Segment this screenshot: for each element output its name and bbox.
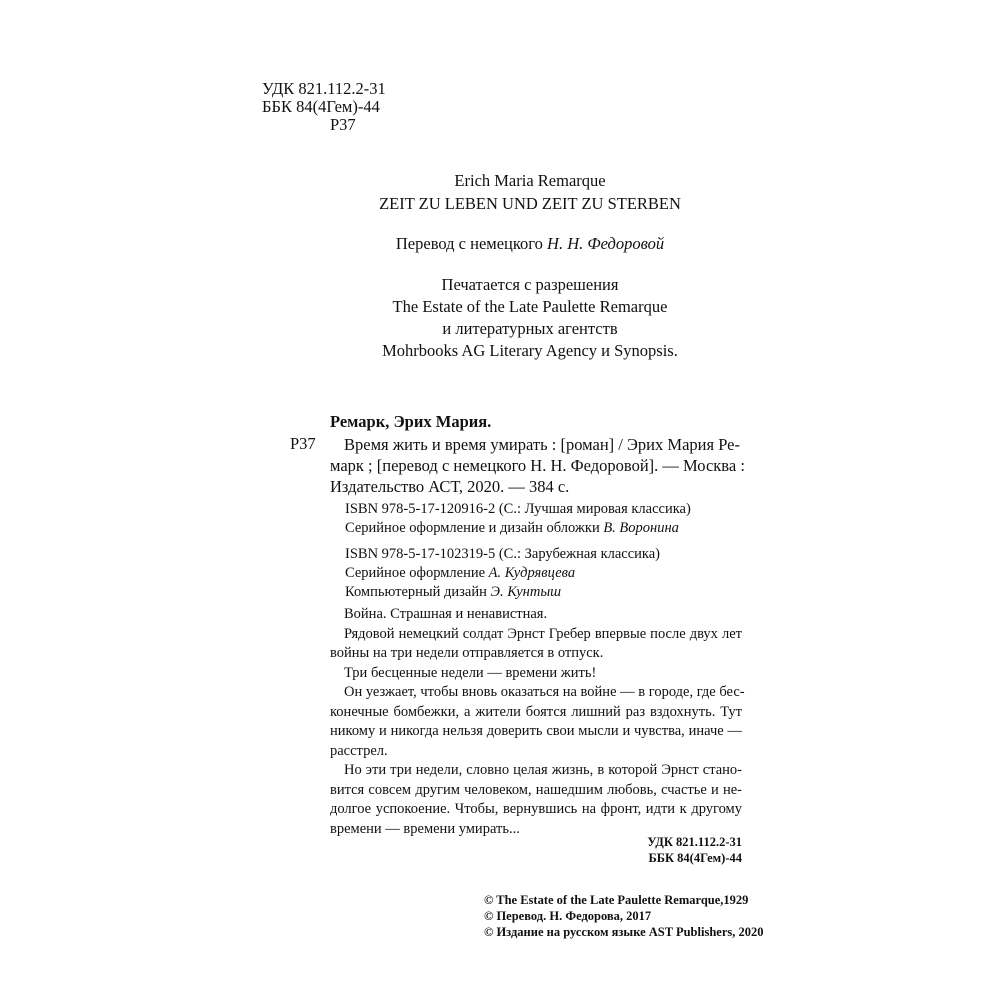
computer-design-label: Компьютерный дизайн [345,584,487,600]
bbk-code-bottom: ББК 84(4Гем)-44 [648,851,742,865]
series-designer-name: А. Кудрявцева [488,565,576,581]
classification-bottom [647,834,742,866]
copyright-line: © The Estate of the Late Paulette Remarque,1929 [484,893,749,907]
classification-block [262,80,386,134]
bibliography-record [330,434,745,497]
annotation-line: Но эти три недели, словно целая жизнь, в которой Эрнст стано- [344,762,742,778]
annotation-line: конечные бомбежки, а жители боятся лишний раз вздохнуть. Тут [330,703,742,720]
series-design-credit [345,564,660,583]
computer-design-credit [345,583,660,602]
bibliography-line: Время жить и время умирать : [роман] / Эрих Мария Ре- [344,435,740,454]
annotation-line: долгое успокоение. Чтобы, вернувшись на фронт, идти к другому [330,801,742,817]
permission-line: и литературных агентств [442,319,618,338]
annotation-line: вится совсем другим человеком, нашедшим любовь, счастье и не- [330,781,742,798]
annotation-line: никому и никогда нельзя доверить свои мысли и чувства, иначе — [330,723,742,739]
annotation [330,605,745,839]
permission-line: Печатается с разрешения [441,275,619,294]
translation-credit [300,233,760,255]
isbn-number: ISBN 978-5-17-120916-2 (С.: Лучшая мировая классика) [345,501,691,517]
bibliography-heading: Ремарк, Эрих Мария. [330,412,492,431]
designer-name: В. Воронина [603,520,679,536]
annotation-line: расстрел. [330,742,388,759]
bibliography-code: Р37 [290,434,316,453]
isbn-block-1 [345,500,691,538]
permission-notice [300,274,760,362]
annotation-line: Три бесценные недели — времени жить! [344,664,597,681]
annotation-line: войны на три недели отправляется в отпуск. [330,645,604,661]
copyright-line: © Перевод. Н. Федорова, 2017 [484,909,652,923]
udk-code-bottom: УДК 821.112.2-31 [647,835,742,849]
bibliography-line: марк ; [перевод с немецкого Н. Н. Федоровой]. — Москва : [330,456,745,475]
copyright-block [484,892,764,940]
computer-designer-name: Э. Кунтыш [490,584,562,600]
isbn-number: ISBN 978-5-17-102319-5 (С.: Зарубежная классика) [345,546,661,562]
udk-code: УДК 821.112.2-31 [262,79,386,98]
original-title: ZEIT ZU LEBEN UND ZEIT ZU STERBEN [379,194,681,213]
annotation-line: времени — времени умирать... [330,820,520,837]
isbn-block-2 [345,545,660,602]
annotation-line: Он уезжает, чтобы вновь оказаться на войне — в городе, где бес- [344,684,745,700]
design-credit-label: Серийное оформление и дизайн обложки [345,520,600,536]
bibliography-line: Издательство АСТ, 2020. — 384 с. [330,477,570,496]
annotation-line: Рядовой немецкий солдат Эрнст Гребер впервые после двух лет [344,625,742,642]
permission-line: The Estate of the Late Paulette Remarque [392,297,668,316]
design-credit [345,519,691,538]
translator-name: Н. Н. Федоровой [547,234,665,253]
permission-line: Mohrbooks AG Literary Agency и Synopsis. [382,341,678,360]
translation-prefix: Перевод с немецкого [395,234,543,253]
bbk-code: ББК 84(4Гем)-44 [262,97,380,116]
original-author: Erich Maria Remarque [454,171,606,190]
annotation-line: Война. Страшная и ненавистная. [344,606,548,622]
copyright-line: © Издание на русском языке AST Publishers, 2020 [484,925,764,939]
author-mark: Р37 [330,115,356,134]
series-design-label: Серийное оформление [345,565,486,581]
